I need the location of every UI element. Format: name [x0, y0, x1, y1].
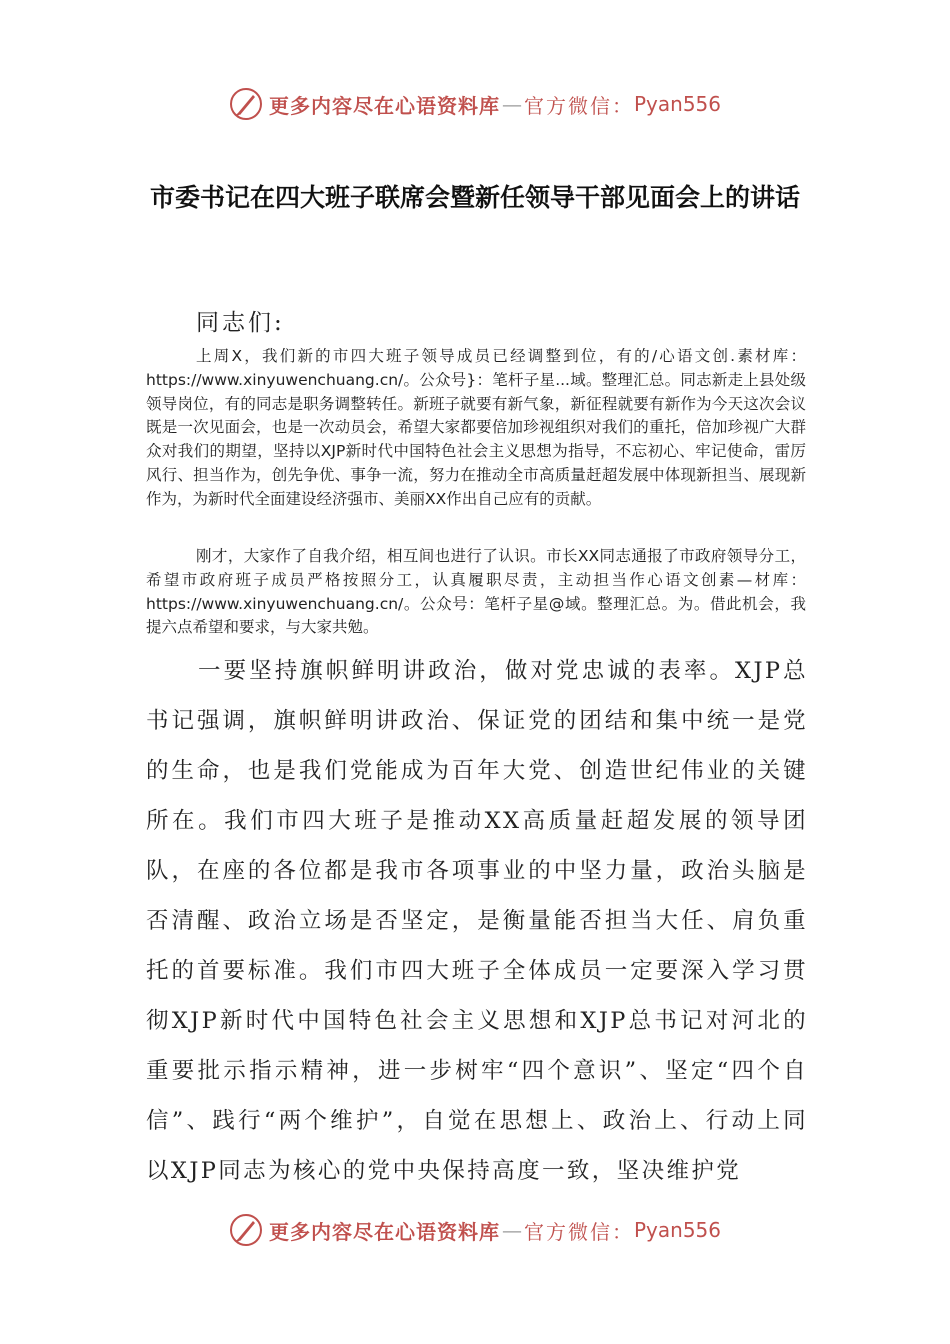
banner-dash: — — [501, 92, 522, 116]
body-text-block — [146, 646, 808, 1196]
header-banner — [0, 84, 950, 124]
quill-logo-icon — [229, 87, 263, 121]
paragraph-2: 刚才，大家作了自我介绍，相互间也进行了认识。市长XX同志通报了市政府领导分工，希望市政府班子成员严格按照分工，认真履职尽责，主动担当作心语文创素—材库：https://www.xinyuwenchuang.cn/。公众号：笔杆子星@域。整理汇总。为。借此机会，我提六点希望和要求，与大家共勉。 — [146, 547, 806, 637]
banner-wechat-label: 官方微信： — [523, 1219, 634, 1244]
footer-banner — [0, 1210, 950, 1250]
document-title: 市委书记在四大班子联席会暨新任领导干部见面会上的讲话 — [149, 183, 800, 212]
paragraph-2-block — [146, 545, 806, 640]
paragraph-1: 上周X，我们新的市四大班子领导成员已经调整到位，有的/心语文创.素材库：https://www.xinyuwenchuang.cn/。公众号}：笔杆子星...域。整理汇总。同志新走上县处级领导岗位，有的同志是职务调整转任。新班子就要有新气象，新征程就要有新作为今天这次会议既是一次见面会，也是一次动员会，希望大家都要倍加珍视组织对我们的重托，倍加珍视广大群众对我们的期望，坚持以XJP新时代中国特色社会主义思想为指导，不忘初心、牢记使命，雷厉风行、担当作为，创先争优、事争一流，努力在推动全市高质量赶超发展中体现新担当、展现新作为，为新时代全面建设经济强市、美丽XX作出自己应有的贡献。 — [146, 347, 806, 508]
paragraph-3: 一要坚持旗帜鲜明讲政治，做对党忠诚的表率。XJP总书记强调，旗帜鲜明讲政治、保证党的团结和集中统一是党的生命，也是我们党能成为百年大党、创造世纪伟业的关键所在。我们市四大班子是推动XX高质量赶超发展的领导团队，在座的各位都是我市各项事业的中坚力量，政治头脑是否清醒、政治立场是否坚定，是衡量能否担当大任、肩负重托的首要标准。我们市四大班子全体成员一定要深入学习贯彻XJP新时代中国特色社会主义思想和XJP总书记对河北的重要批示指示精神，进一步树牢“四个意识”、坚定“四个自信”、践行“两个维护”，自觉在思想上、政治上、行动上同以XJP同志为核心的党中央保持高度一致，坚决维护党 — [146, 658, 808, 1184]
banner-dash: — — [501, 1218, 522, 1242]
banner-wechat-id: Pyan556 — [633, 92, 721, 116]
banner-wechat-label: 官方微信： — [523, 93, 634, 118]
paragraph-1-block — [146, 345, 806, 512]
banner-wechat-id: Pyan556 — [633, 1218, 721, 1242]
banner-brand-text: 更多内容尽在心语资料库 — [268, 1219, 500, 1244]
banner-brand-text: 更多内容尽在心语资料库 — [268, 93, 500, 118]
salutation: 同志们: — [196, 310, 285, 336]
quill-logo-icon — [229, 1213, 263, 1247]
